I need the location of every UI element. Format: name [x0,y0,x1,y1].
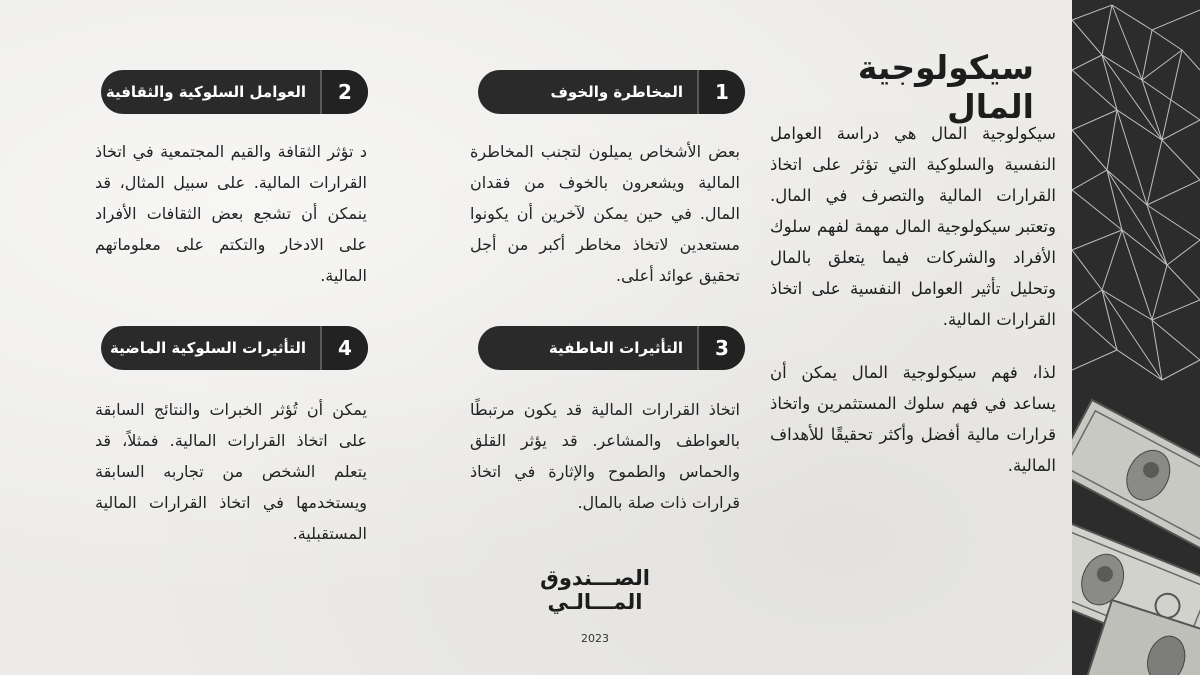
intro-paragraph-2: لذا، فهم سيكولوجية المال يمكن أن يساعد في فهم سلوك المستثمرين واتخاذ قرارات مالية أفضل وأكثر تحقيقًا للأهداف المالية. [770,363,1056,475]
wireframe-mesh-icon [1072,0,1200,675]
page-title: سيكولوجية المال [857,48,1034,126]
section-pill-1 [478,70,745,114]
section-heading-1: المخاطرة والخوف [550,83,683,101]
section-number-1: 1 [697,70,745,114]
section-body-1: بعض الأشخاص يميلون لتجنب المخاطرة المالية ويشعرون بالخوف من فقدان المال. في حين يمكن لآخرين أن يكونوا مستعدين لاتخاذ مخاطر أكبر من أجل تحقيق عوائد أعلى. [470,142,740,285]
section-body-2: د تؤثر الثقافة والقيم المجتمعية في اتخاذ القرارات المالية. على سبيل المثال، قد ينمكن أن تشجع بعض الثقافات الأفراد على الادخار والتكتم على معلوماتهم المالية. [95,142,367,285]
section-number-2: 2 [320,70,368,114]
intro-paragraph-1: سيكولوجية المال هي دراسة العوامل النفسية والسلوكية التي تؤثر على اتخاذ القرارات المالية والتصرف في المال. وتعتبر سيكولوجية المال مهمة لفهم سلوك الأفراد والشركات فيما يتعلق بالمال وتحليل تأثير العوامل النفسية على اتخاذ القرارات المالية. [770,124,1056,329]
brand-logo [520,566,670,645]
money-mesh-decoration [1072,0,1200,675]
section-heading-3: التأثيرات العاطفية [548,339,683,357]
section-number-4: 4 [320,326,368,370]
logo-line-1: الصـــندوق [540,566,650,590]
logo-line-2: المـــالـي [547,590,643,614]
section-pill-4 [101,326,368,370]
section-heading-2: العوامل السلوكية والثقافية [105,83,306,101]
section-pill-3 [478,326,745,370]
section-pill-2 [101,70,368,114]
section-heading-4: التأثيرات السلوكية الماضية [110,339,306,357]
intro-text [770,118,1056,481]
section-body-3: اتخاذ القرارات المالية قد يكون مرتبطًا بالعواطف والمشاعر. قد يؤثر القلق والحماس والطموح والإثارة في اتخاذ قرارات ذات صلة بالمال. [470,400,740,512]
section-number-3: 3 [697,326,745,370]
section-body-4: يمكن أن تُؤثر الخبرات والنتائج السابقة على اتخاذ القرارات المالية. فمثلاً، قد يتعلم الشخص من تجاربه السابقة ويستخدمها في اتخاذ القرارات المالية المستقبلية. [95,400,367,543]
logo-year: 2023 [581,632,609,645]
